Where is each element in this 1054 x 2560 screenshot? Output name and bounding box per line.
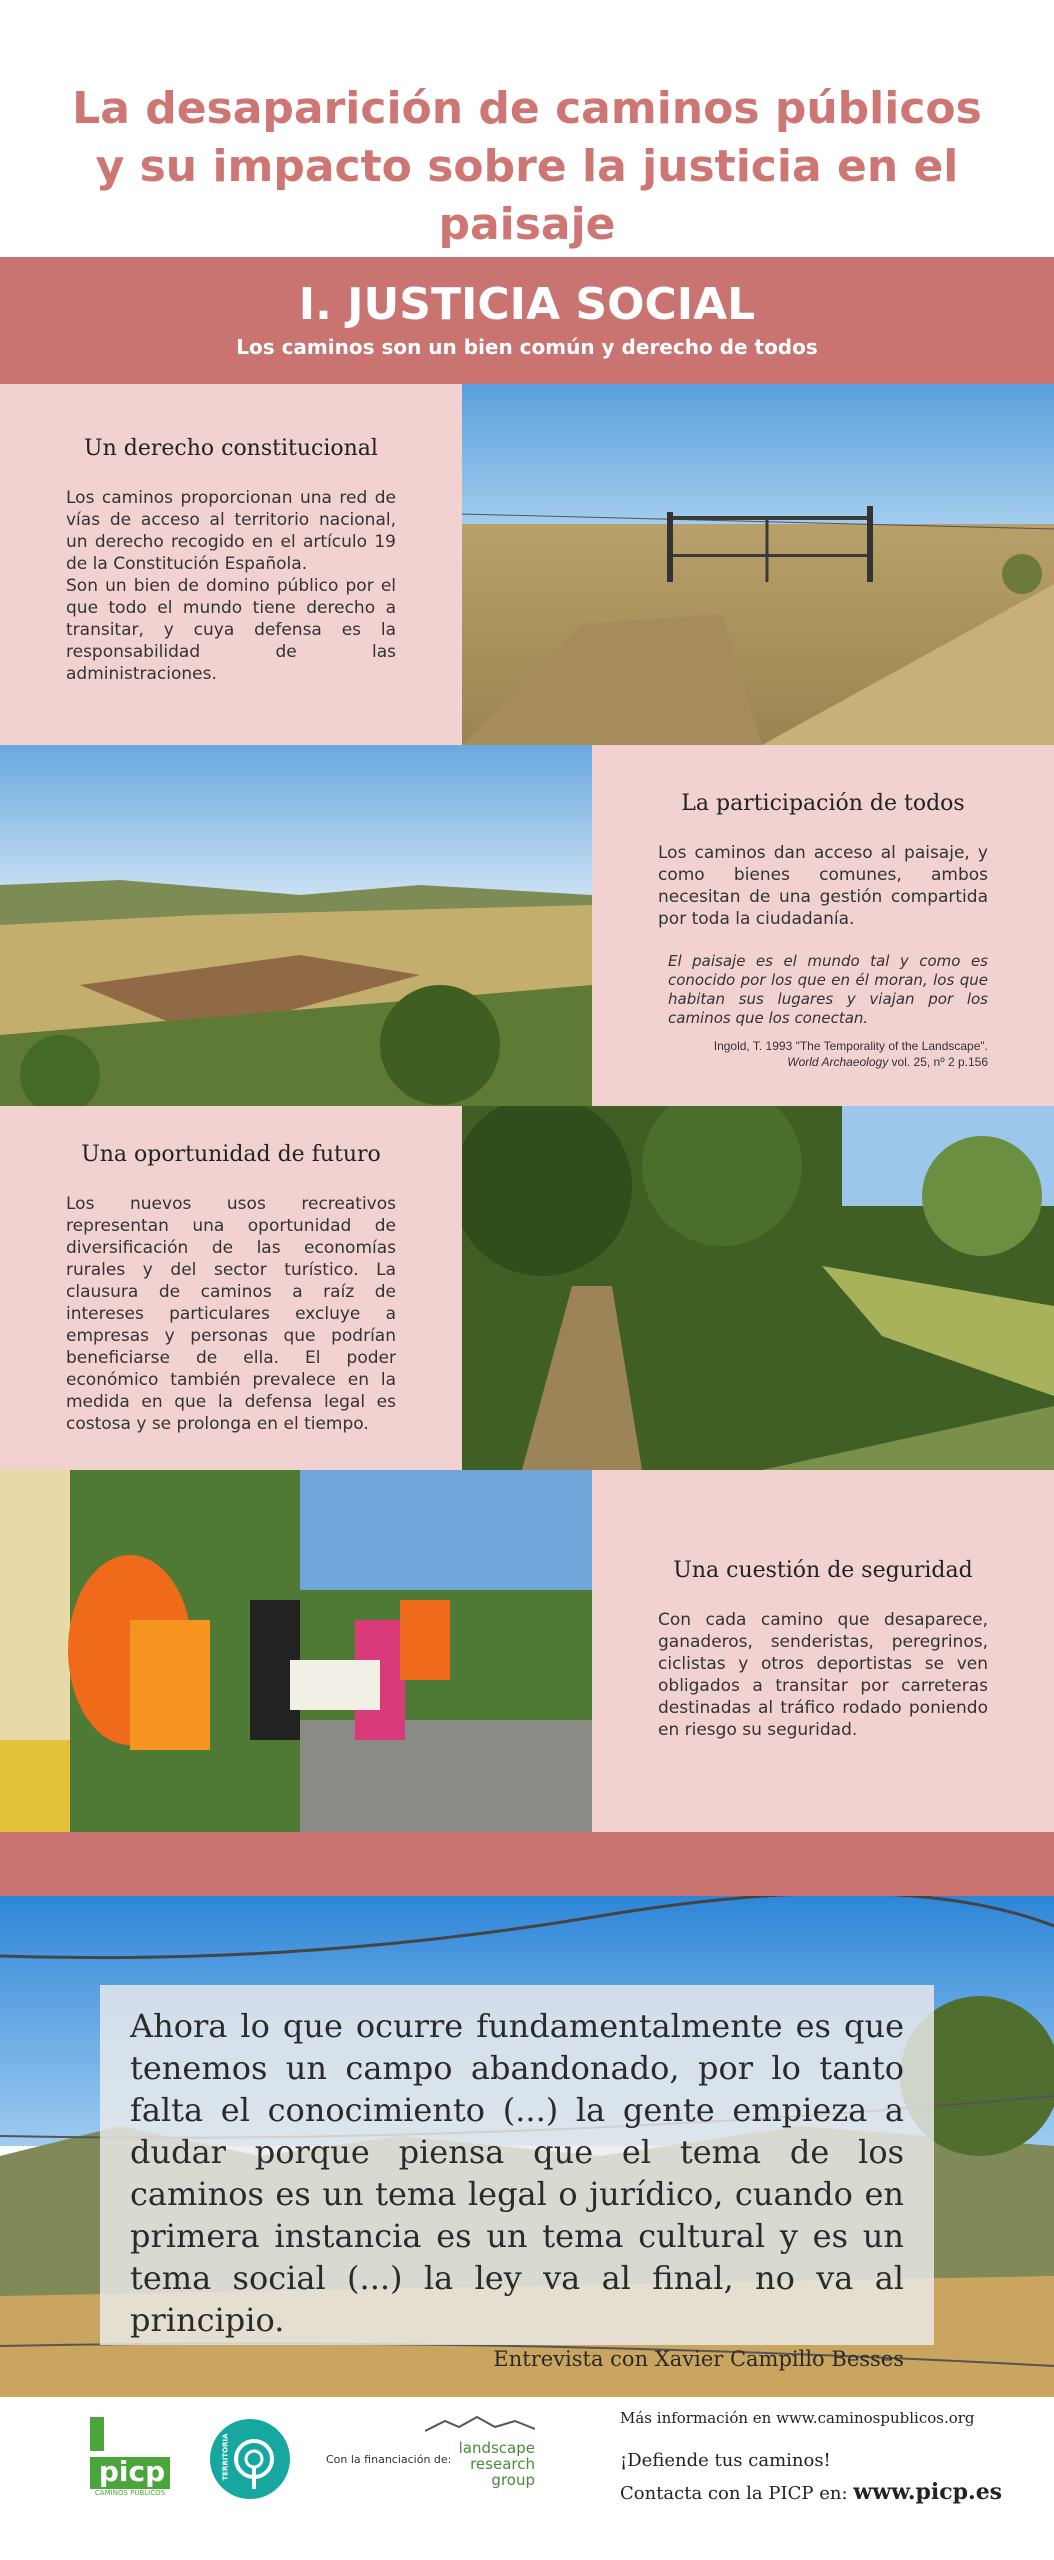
picp-logo	[90, 2417, 170, 2501]
territoria-logo	[208, 2417, 292, 2501]
photo-river-path	[462, 1106, 1054, 1470]
panel-participacion	[592, 745, 1054, 1106]
panel-participacion-body: Los caminos dan acceso al paisaje, y como bienes comunes, ambos necesitan de una gestión compartida por toda la ciudadanía.	[658, 843, 988, 929]
quote-text: Ahora lo que ocurre fundamentalmente es que tenemos un campo abandonado, por lo tanto falta el conocimiento (...) la gente empieza a dudar porque piensa que el tema de los caminos es un tema legal o jurídico, cuando en primera instancia es un tema cultural y es un tema social (...) la ley va al final, no va al principio.	[130, 2007, 904, 2339]
territoria-text: TERRITORIA	[221, 2433, 230, 2481]
section-title: I. JUSTICIA SOCIAL	[298, 279, 756, 330]
photo-hikers	[0, 1470, 592, 1832]
picp-tagline: CAMINOS PÚBLICOS	[94, 2489, 166, 2497]
photo-fenced-gate	[462, 384, 1054, 745]
more-info-text: Más información en www.caminospublicos.org	[620, 2409, 975, 2427]
interview-quote	[100, 1985, 934, 2371]
panel-derecho-body2: Son un bien de domino público por el que todo el mundo tiene derecho a transitar, y cuya defensa es la responsabilidad de las administraciones.	[66, 576, 396, 684]
title-line-2: y su impacto sobre la justicia en el paisaje	[95, 141, 959, 250]
photo-valley	[0, 745, 592, 1106]
contact-label: Contacta con la PICP en:	[620, 2483, 854, 2504]
lrg-mountain-icon	[425, 2415, 535, 2435]
contact-text	[620, 2479, 1002, 2505]
section-banner	[0, 257, 1054, 384]
citation-line-2	[658, 1054, 988, 1070]
panel-seguridad-heading: Una cuestión de seguridad	[673, 1558, 973, 1583]
panel-participacion-heading: La participación de todos	[681, 791, 965, 816]
lrg-line-1: landscape	[458, 2439, 535, 2457]
defend-text: ¡Defiende tus caminos!	[620, 2450, 831, 2471]
accent-stripe	[0, 1832, 1054, 1896]
panel-participacion-quote: El paisaje es el mundo tal y como es conocido por los que en él moran, los que habitan sus lugares y viajan por los caminos que los conectan.	[668, 952, 988, 1027]
quote-attribution: Entrevista con Xavier Campillo Besses	[493, 2347, 904, 2371]
panel-oportunidad-body: Los nuevos usos recreativos representan una oportunidad de diversificación de las economías rurales y del sector turístico. La clausura de caminos a raíz de intereses particulares excluye a empresas y personas que podrían beneficiarse de ella. El poder económico también prevalece en la medida en que la defensa legal es costosa y se prolonga en el tiempo.	[66, 1194, 396, 1434]
panel-derecho-body: Los caminos proporcionan una red de vías de acceso al territorio nacional, un derecho recogido en el artículo 19 de la Constitución Española.	[66, 488, 396, 574]
financing-label: Con la financiación de:	[326, 2453, 452, 2466]
title-line-1: La desaparición de caminos públicos	[72, 83, 982, 134]
contact-url-link[interactable]: www.picp.es	[853, 2479, 1003, 2505]
panel-seguridad	[592, 1470, 1054, 1832]
citation-journal: World Archaeology	[787, 1055, 889, 1069]
panel-derecho	[0, 384, 462, 745]
panel-derecho-heading: Un derecho constitucional	[84, 436, 378, 461]
picp-logo-text: picp	[98, 2455, 166, 2488]
page-title	[0, 80, 1054, 254]
panel-oportunidad-heading: Una oportunidad de futuro	[81, 1142, 381, 1167]
lrg-line-3: group	[491, 2471, 535, 2489]
section-subtitle: Los caminos son un bien común y derecho de todos	[236, 335, 818, 359]
panel-oportunidad	[0, 1106, 462, 1470]
footer	[0, 2397, 1054, 2560]
lrg-logo	[425, 2415, 535, 2495]
citation-volume: vol. 25, nº 2 p.156	[888, 1055, 988, 1069]
lrg-line-2: research	[470, 2455, 535, 2473]
citation-line-1: Ingold, T. 1993 "The Temporality of the Landscape".	[713, 1039, 988, 1053]
panel-seguridad-body: Con cada camino que desaparece, ganaderos, senderistas, peregrinos, ciclistas y otros deportistas se ven obligados a transitar por carreteras destinadas al tráfico rodado poniendo en riesgo su seguridad.	[658, 1610, 988, 1740]
